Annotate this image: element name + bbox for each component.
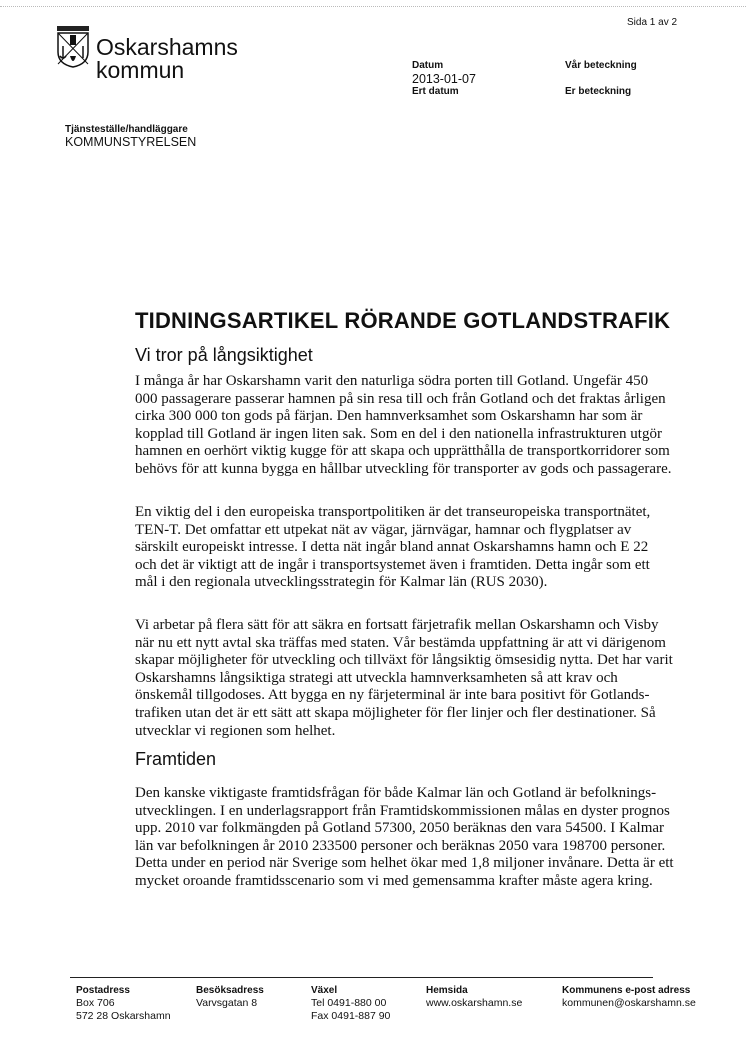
footer-divider <box>70 977 653 978</box>
paragraph-line: cirka 300 000 ton gods på färjan. Den hamnverksamhet som Oskarshamn har som är <box>135 408 643 425</box>
handlaggare-value: KOMMUNSTYRELSEN <box>65 135 197 149</box>
er-beteckning-label: Er beteckning <box>565 86 632 97</box>
paragraph <box>135 504 650 592</box>
footer-column-epost <box>562 984 696 1010</box>
paragraph-line: utvecklar vi regionen som helhet. <box>135 722 336 739</box>
organization-name <box>96 36 238 82</box>
paragraph-line: Vi arbetar på flera sätt för att säkra en fortsatt färjetrafik mellan Oskarshamn och Visby <box>135 617 659 633</box>
paragraph-line: I många år har Oskarshamn varit den naturliga södra porten till Gotland. Ungefär 450 <box>135 373 649 389</box>
footer-label: Kommunens e-post adress <box>562 985 691 996</box>
paragraph-line: behövs för att kunna bygga en hållbar utveckling för transporter av gods och passagerare. <box>135 460 672 477</box>
paragraph <box>135 617 673 740</box>
paragraph-line: önskemål tillgodoses. Att bygga en ny färjeterminal är inte bara positivt för Gotlands- <box>135 687 650 704</box>
footer-label: Växel <box>311 985 338 996</box>
paragraph <box>135 373 671 479</box>
org-name-line1: Oskarshamns <box>96 34 238 60</box>
footer-column-hemsida <box>426 984 522 1010</box>
paragraph-line: TEN-T. Det omfattar ett utpekat nät av vägar, järnvägar, hamnar och flygplatser av <box>135 521 632 538</box>
paragraph-line: särskilt europeiskt intresse. I detta nät ingår bland annat Oskarshamns hamn och E 22 <box>135 539 649 556</box>
paragraph-line: mycket oroande framtidsscenario som vi med gemensamma krafter måste agera kring. <box>135 872 653 889</box>
footer-value: Fax 0491-887 90 <box>311 1010 391 1022</box>
footer-column-vaxel <box>311 984 390 1023</box>
footer-value: 572 28 Oskarshamn <box>76 1010 171 1022</box>
page-indicator: Sida 1 av 2 <box>627 17 678 28</box>
paragraph-line: trafiken utan det är ett sätt att skapa möjligheter för fler linjer och fler destinationer. Så <box>135 704 656 721</box>
paragraph-line: Den kanske viktigaste framtidsfrågan för både Kalmar län och Gotland är befolknings- <box>135 785 657 801</box>
paragraph <box>135 785 674 891</box>
footer-column-besoksadress <box>196 984 264 1010</box>
paragraph-line: när nu ett nytt avtal ska träffas med staten. Vår bestämda uppfattning är att vi därigenom <box>135 634 666 651</box>
handlaggare-label: Tjänsteställe/handläggare <box>65 124 188 135</box>
footer-value: www.oskarshamn.se <box>426 997 523 1009</box>
paragraph-line: 000 passagerare passerar hamnen på sin resa till och från Gotland och det fraktas årligen <box>135 390 666 407</box>
footer-value: Box 706 <box>76 997 115 1009</box>
article-subtitle: Vi tror på långsiktighet <box>135 345 313 365</box>
paragraph-line: län var befolkningen år 2010 233500 personer och beräknas 2050 vara 198700 personer. <box>135 837 666 854</box>
datum-label: Datum <box>412 60 444 71</box>
paragraph-line: En viktig del i den europeiska transportpolitiken är det transeuropeiska transportnätet, <box>135 504 651 520</box>
coat-of-arms-logo <box>56 26 90 68</box>
paragraph-line: Detta under en period när Sverige som helhet ökar med 1,8 miljoner invånare. Detta är ett <box>135 855 674 872</box>
ert-datum-label: Ert datum <box>412 86 459 97</box>
var-beteckning-label: Vår beteckning <box>565 60 637 71</box>
footer-label: Hemsida <box>426 985 468 996</box>
paragraph-line: mål i den regionala utvecklingsstrategin för Kalmar län (RUS 2030). <box>135 574 548 591</box>
footer-label: Postadress <box>76 985 130 996</box>
paragraph-line: kopplad till Gotland är ingen liten sak. Som en del i den nationella infrastrukturen utgör <box>135 425 662 442</box>
paragraph-line: hamnen en oerhört viktig kugge för att skapa och upprätthålla de transportkorridorer som <box>135 443 670 460</box>
footer-value: kommunen@oskarshamn.se <box>562 997 696 1009</box>
org-name-line2: kommun <box>96 57 185 83</box>
paragraph-line: Oskarshamns långsiktiga strategi att utveckla hamnverksamheten så att krav och <box>135 669 618 686</box>
footer-column-postadress <box>76 984 171 1023</box>
paragraph-line: utvecklingen. I en underlagsrapport från Framtidskommissionen målas en dyster prognos <box>135 802 670 819</box>
section-heading-framtiden: Framtiden <box>135 749 217 769</box>
footer-label: Besöksadress <box>196 985 264 996</box>
footer-value: Tel 0491-880 00 <box>311 997 387 1009</box>
scan-artifact <box>0 0 746 7</box>
paragraph-line: skapar möjligheter för utveckling och tillväxt för långsiktig ömsesidig nytta. Det har varit <box>135 652 673 669</box>
footer-value: Varvsgatan 8 <box>196 997 258 1009</box>
datum-value: 2013-01-07 <box>412 72 476 86</box>
article-title: TIDNINGSARTIKEL RÖRANDE GOTLANDSTRAFIK <box>135 308 671 333</box>
paragraph-line: och det är viktigt att de ingår i transportsystemet även i framtiden. Detta ingår som ett <box>135 556 650 573</box>
paragraph-line: upp. 2010 var folkmängden på Gotland 57300, 2050 beräknas den vara 54500. I Kalmar <box>135 820 665 837</box>
